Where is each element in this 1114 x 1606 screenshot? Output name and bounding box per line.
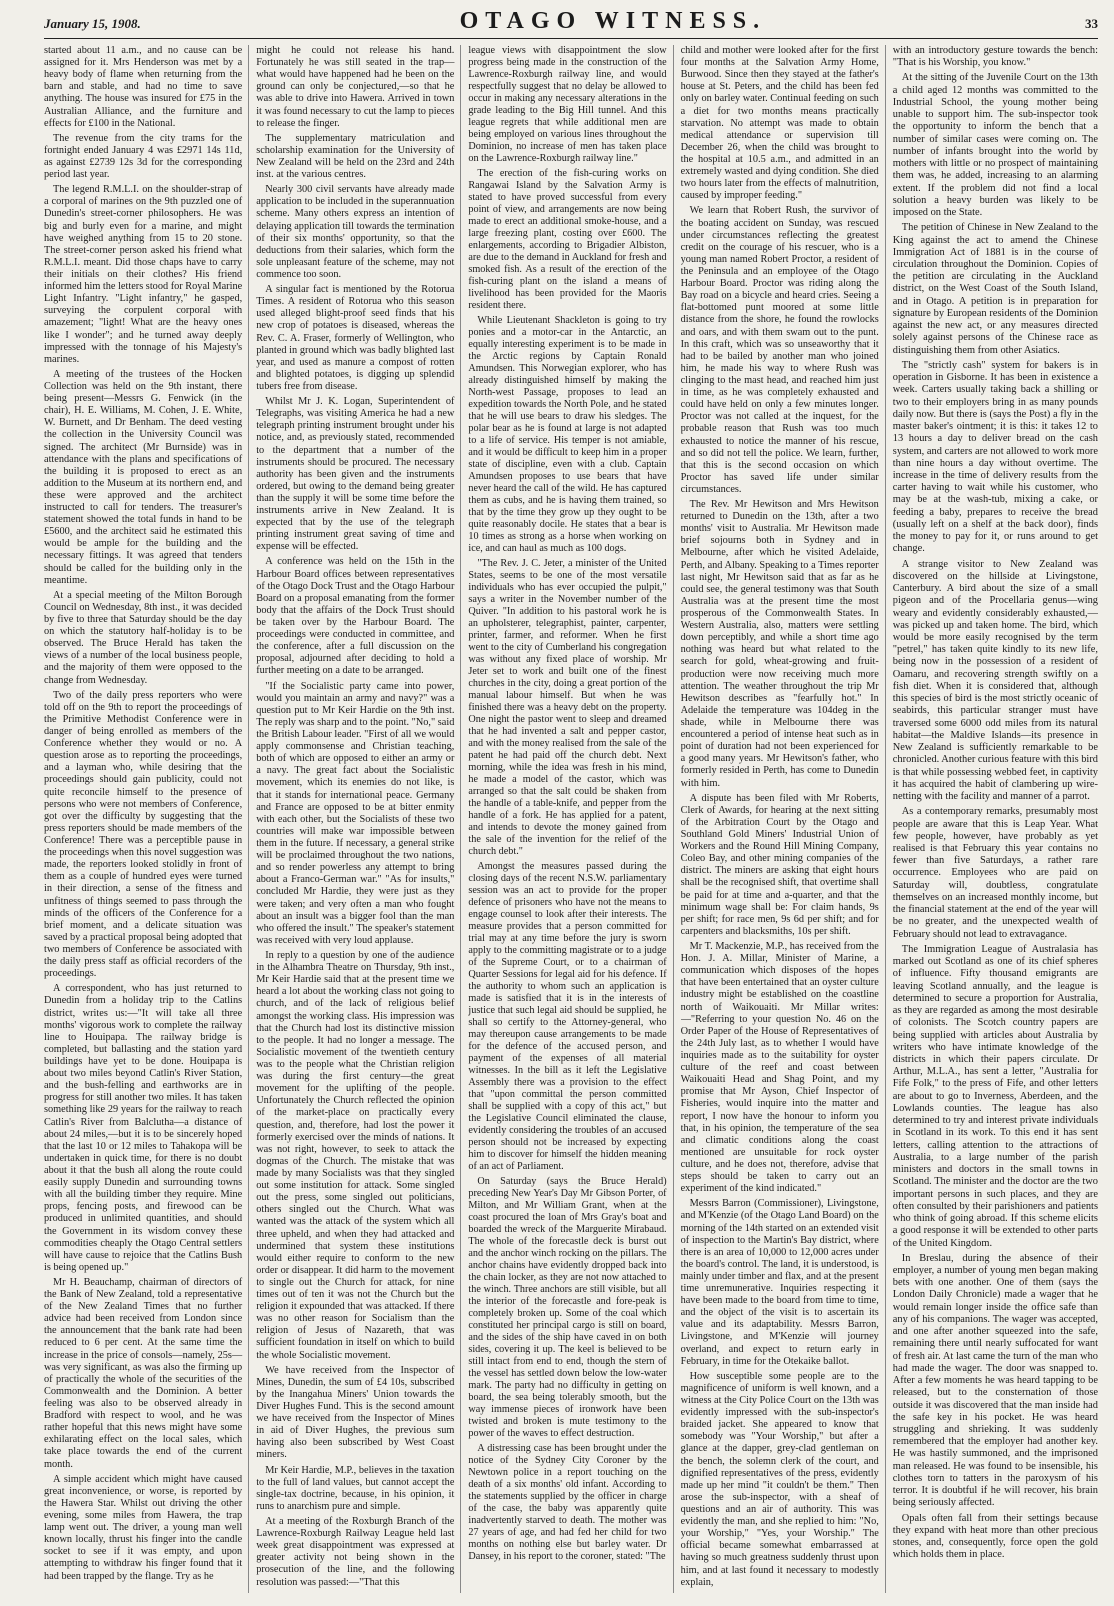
column-4 [681, 45, 886, 1593]
article-paragraph: The Immigration League of Australasia has marked out Scotland as one of its chief spheres of influence. Fifty thousand emigrants are leaving Scotland annually, and the league is determined to secure a proportion for Australia, as they are regarded as among the most desirable of colonists. The Scotch country papers are being supplied with articles about Australia by writers who have intimate knowledge of the districts in which their papers circulate. Dr Arthur, M.L.A., has sent a letter, "Australia for Fife Folk," to the press of Fife, and other letters are about to go to Inverness, Aberdeen, and the Lowlands counties. The league has also determined to try and interest private individuals in Scotland in its work. To this end it has sent letters, calling attention to the attractions of Australia, to a large number of the parish ministers and doctors in the small towns in Scotland. The minister and the doctor are the two important persons in such places, and they are often consulted by their parishioners and patients who think of going abroad. If this scheme elicits a good response it will be extended to other parts of the United Kingdom. [892, 943, 1098, 1249]
article-paragraph: Nearly 300 civil servants have already made application to be included in the superannuation scheme. Many others express an intention of delaying application till towards the termination of their six months' opportunity, so that the deductions from their salaries, which form the sole unpleasant feature of the scheme, may not commence too soon. [256, 184, 455, 280]
article-paragraph: A distressing case has been brought under the notice of the Sydney City Coroner by the Newtown police in a report touching on the death of a six months' old infant. According to the statements supplied by the officer in charge of the case, the baby was apparently quite inadvertently starved to death. The mother was 27 years of age, and had fed her child for two months on nothing else but barley water. Dr Dansey, in his report to the coroner, stated: "The [468, 1443, 667, 1562]
article-paragraph: league views with disappointment the slow progress being made in the construction of the Lawrence-Roxburgh railway line, and would respectfully suggest that no delay be allowed to occur in making any necessary alterations in the grade leading to the Big Hill tunnel. And this league regrets that while additional men are being employed on various lines throughout the Dominion, no increase of men has taken place on the Lawrence-Roxburgh railway line." [468, 45, 667, 164]
article-paragraph: A meeting of the trustees of the Hocken Collection was held on the 9th instant, there being present—Messrs G. Fenwick (in the chair), H. E. Williams, M. Cohen, J. E. White, W. Burnett, and Dr Benham. The deed vesting the collection in the University Council was signed. The architect (Mr Burnside) was in attendance with the plans and specifications of the building it is proposed to erect as an addition to the Museum at its northern end, and these were approved and the architect instructed to call for tenders. The treasurer's statement showed the total funds in hand to be £5600, and the architect said he estimated this would be ample for the building and the necessary fittings. It was agreed that tenders should be called for the building only in the meantime. [44, 368, 243, 586]
article-paragraph: The Rev. Mr Hewitson and Mrs Hewitson returned to Dunedin on the 13th, after a two months' visit to Australia. Mr Hewitson made brief sojourns both in Sydney and in Melbourne, after which he visited Adelaide, Perth, and Albany. Speaking to a Times reporter last night, Mr Hewitson said that as far as he could see, the general testimony was that South Australia was at the present time the most prosperous of the Commonwealth States. In Western Australia, also, matters were settling down perceptibly, and while a short time ago nothing was heard but what related to the search for gold, wheat-growing and fruit-production were now receiving much more attention. The weather throughout the trip Mr Hewitson describes as "fearfully hot." In Adelaide the temperature was 104deg in the shade, while in Melbourne there was encountered a period of intense heat such as in point of duration had not been experienced for a good many years. Mr Hewitson's father, who formerly resided in Perth, has come to Dunedin with him. [680, 499, 879, 789]
column-3 [468, 45, 673, 1593]
article-paragraph: might he could not release his hand. Fortunately he was still seated in the trap—what would have happened had he been on the ground can only be conjectured,—so that he was able to drive into Hawera. Arrived in town it was found necessary to cut the lamp to pieces to release the finger. [256, 45, 455, 129]
article-columns [44, 45, 1098, 1593]
column-2 [256, 45, 461, 1593]
article-paragraph: In reply to a question by one of the audience in the Alhambra Theatre on Thursday, 9th inst., Mr Keir Hardie said that at the present time we heard a lot about the working class not going to church, and of the lack of religious belief amongst the working class. His impression was that the Church had lost its distinctive mission to the people. It had no longer a message. The Socialistic movement of the twentieth century was to the people what the Christian religion was during the first century—the great movement for the uplifting of the people. Unfortunately the Church reflected the opinion of the market-place on practically every question, and, therefore, had lost the power it formerly exercised over the minds of nations. It was not right, however, to seek to attack the dogmas of the Church. The mistake that was made by many Socialists was that they singled out some institution for attack. Some singled out the press, some singled out politicians, others singled out the Church. What was wanted was the attack of the system which all three upheld, and when they had attacked and undermined that system these institutions would either require to conform to the new order or disappear. It did harm to the movement to single out the Church for attack, for nine times out of ten it was not the Church but the religion it expounded that was attacked. If there was no other reason for Socialism than the religion of Jesus of Nazareth, that was sufficient foundation in itself on which to build the whole Socialistic movement. [256, 949, 455, 1361]
article-paragraph: A singular fact is mentioned by the Rotorua Times. A resident of Rotorua who this season used alleged blight-proof seed finds that his new crop of potatoes is diseased, whereas the Rev. C. A. Fraser, formerly of Wellington, who planted in ground which was badly blighted last year, and used as manure a compost of rotten and blighted potatoes, is digging up splendid tubers free from disease. [256, 284, 455, 392]
article-paragraph: "The Rev. J. C. Jeter, a minister of the United States, seems to be one of the most versatile individuals who has ever occupied the pulpit," says a writer in the November number of the Quiver. "In addition to his pastoral work he is an upholsterer, telegraphist, painter, carpenter, printer, farmer, and reformer. When he first went to the city of Cumberland his congregation was without any fixed place of worship. Mr Jeter set to work and built one of the finest churches in the city, doing a great portion of the manual labour himself. But when he was finished there was a heavy debt on the property. One night the pastor went to sleep and dreamed that he had invented a salt and pepper castor, and with the money realised from the sale of the patent he had paid off the church debt. Next morning, while the idea was fresh in his mind, he made a model of the castor, which was arranged so that the salt could be shaken from the handle of a table-knife, and pepper from the handle of a fork. He has applied for a patent, and intends to devote the money gained from the sale of the invention for the relief of the church debt." [468, 558, 667, 857]
article-paragraph: A simple accident which might have caused great inconvenience, or worse, is reported by the Hawera Star. Whilst out driving the other evening, some miles from Hawera, the trap lamp went out. The driver, a young man well known locally, thrust his finger into the candle socket to see if it was empty, and upon attempting to withdraw his finger found that it had been trapped by the flange. Try as he [44, 1473, 243, 1582]
article-paragraph: In Breslau, during the absence of their employer, a number of young men began making bets with one another. One of them (says the London Daily Chronicle) made a wager that he would remain longer inside the office safe than any of his companions. The wager was accepted, and one after another squeezed into the safe, remaining there until nearly suffocated for want of fresh air. At last came the turn of the man who had made the wager. The door was snapped to. After a few moments he was heard tapping to be released, but to the consternation of those outside it was discovered that the man inside had the safe key in his pocket. He was heard struggling and shrieking. It was suddenly remembered that the employer had another key. He was hastily summoned, and the imprisoned man released. He was found to be insensible, his clothes torn to tatters in the paroxysm of his terror. It is doubtful if he will recover, his brain being seriously affected. [892, 1252, 1098, 1509]
column-5 [893, 45, 1098, 1593]
article-paragraph: On Saturday (says the Bruce Herald) preceding New Year's Day Mr Gibson Porter, of Milton, and Mr William Grant, when at the coast procured the loan of Mrs Gray's boat and boarded the wreck of the Marguerite Mirabaud. The whole of the forecastle deck is burst out and the anchor winch rocking on the pillars. The anchor chains have evidently dropped back into the chain locker, as they are not now attached to the winch. Three anchors are still visible, but all the interior of the forecastle and fore-peak is completely broken up. Some of the coal which constituted her principal cargo is still on board, and the sides of the ship have caved in on both sides, covering it up. The keel is believed to be still intact from end to end, though the stern of the vessel has settled down below the low-water mark. The party had no difficulty in getting on board, the sea being tolerably smooth, but the way immense pieces of ironwork have been twisted and broken is mute testimony to the power of the waves to effect destruction. [468, 1176, 667, 1439]
article-paragraph: We have received from the Inspector of Mines, Dunedin, the sum of £4 10s, subscribed by the Inangahua Miners' Union towards the Diver Hughes Fund. This is the second amount we have received from the Inspector of Mines in aid of Diver Hughes, the previous sum having also been subscribed by West Coast miners. [256, 1364, 455, 1461]
article-paragraph: The revenue from the city trams for the fortnight ended January 4 was £2971 14s 11d, as against £2739 12s 3d for the corresponding period last year. [44, 132, 243, 181]
article-paragraph: We learn that Robert Rush, the survivor of the boating accident on Sunday, was rescued under circumstances reflecting the greatest credit on the courage of his rescuer, who is a young man named Robert Proctor, a resident of the Peninsula and an employee of the Otago Harbour Board. Proctor was riding along the Bay road on a bicycle and heard cries. Seeing a flat-bottomed punt moored at some little distance from the shore, he found the rowlocks and oars, and with them swam out to the punt. In this craft, which was so unseaworthy that it had to be bailed by another man who joined him, he made his way to where Rush was clinging to the mast head, and reached him just in time, as he was completely exhausted and could have held on only a few minutes longer. Proctor was not called at the inquest, for the probable reason that Rush was too much exhausted to notice the manner of his rescue, and so did not tell the police. We learn, further, that this is the second occasion on which Proctor has saved life under similar circumstances. [680, 205, 879, 495]
article-paragraph: How susceptible some people are to the magnificence of uniform is well known, and a witness at the City Police Court on the 13th was evidently impressed with the sub-inspector's braided jacket. She appeared to know that somebody was "Your Worship," but after a glance at the dapper, grey-clad gentleman on the bench, the solemn clerk of the court, and dignified representatives of the press, evidently made up her mind "it couldn't be them." Then arose the sub-inspector, with a sheaf of questions and an air of authority. This was evidently the man, and she replied to him: "No, your Worship," "Yes, your Worship." The official became somewhat embarrassed at having so much greatness suddenly thrust upon him, and at last found it necessary to modestly explain, [680, 1370, 879, 1588]
article-paragraph: As a contemporary remarks, presumably most people are aware that this is Leap Year. What few people, however, have probably as yet realised is that February this year contains no fewer than five Saturdays, a rather rare occurrence. Employees who are paid on Saturday will, doubtless, congratulate themselves on an increased monthly income, but the financial statement at the end of the year will be no greater, and the unexpected wealth of February should not lead to extravagance. [892, 806, 1098, 940]
article-paragraph: A strange visitor to New Zealand was discovered on the hillside at Livingstone, Canterbury. A bird about the size of a small pigeon and of the Procellaria genus—wing weary and evidently considerably exhausted,—was picked up and taken home. The bird, which would be more easily recognised by the term "petrel," has taken quite kindly to its new life, being now in the possession of a resident of Oamaru, and recovering strength swiftly on a fish diet. When it is considered that, although this species of bird is the most strictly oceanic of seabirds, this particular stranger must have traversed some 6000 odd miles from its natural habitat—the Maldive Islands—its presence in New Zealand is sufficiently remarkable to be chronicled. Another curious feature with this bird is that while possessing webbed feet, in captivity it has acquired the habit of clambering up wire-netting with the facility and manner of a parrot. [892, 558, 1098, 803]
article-paragraph: A conference was held on the 15th in the Harbour Board offices between representatives of the Otago Dock Trust and the Otago Harbour Board on a proposal emanating from the former body that the affairs of the Dock Trust should be taken over by the Harbour Board. The proceedings were conducted in committee, and the conference, after a full discussion on the proposal, adjourned after deciding to hold a further meeting on a date to be arranged. [256, 556, 455, 677]
article-paragraph: The "strictly cash" system for bakers is in operation in Gisborne. It has been in existence a week. Carters usually taking back a shilling or two to their employers bring in as many pounds daily now. But there is (says the Post) a fly in the master baker's ointment; it is this: it takes 12 to 13 hours a day to deliver bread on the cash system, and carters are not allowed to work more than nine hours a day without overtime. The increase in the time of delivery results from the carter having to wait while his customer, who may be at the wash-tub, mixing a cake, or feeding a baby, prepares to receive the bread (usually left on a shelf at the back door), finds the money to pay for it, or runs around to get change. [892, 359, 1098, 555]
issue-date: January 15, 1908. [44, 16, 141, 31]
newspaper-title: OTAGO WITNESS. [459, 8, 767, 34]
article-paragraph: "If the Socialistic party came into power, would you maintain an army and navy?" was a question put to Mr Keir Hardie on the 9th inst. The reply was sharp and to the point. "No," said the British Labour leader. "First of all we would apply commonsense and Christian teaching, both of which are opposed to either an army or a navy. The great fact about the Socialistic movement, which its enemies do not like, is that it stands for international peace. Germany and France are opposed to be at bitter enmity with each other, but the Socialists of these two countries will make war impossible between them in the future. If necessary, a general strike will be proclaimed throughout the two nations, and so render powerless any attempt to bring about a Franco-German war." "As for insults," concluded Mr Hardie, they were just as they were taken; and very often a man who fought about an insult was a bigger fool than the man who offered the insult." The speaker's statement was received with very loud applause. [256, 680, 455, 946]
article-paragraph: Whilst Mr J. K. Logan, Superintendent of Telegraphs, was visiting America he had a new telegraph printing instrument brought under his notice, and, as previously stated, recommended to the department that a number of the instruments should be procured. The necessary authority has been given and the instruments ordered, but owing to the demand being greater than the supply it will be some time before the instruments arrive in New Zealand. It is expected that by the use of the telegraph printing instrument great saving of time and expense will be effected. [256, 396, 455, 553]
article-paragraph: The erection of the fish-curing works on Rangawai Island by the Salvation Army is stated to have proved successful from every point of view, and arrangements are now being made to erect an additional smoke-house, and a large freezing plant, costing over £600. The enlargements, according to Brigadier Albiston, are due to the demand in Auckland for fresh and smoked fish. As a result of the erection of the fish-curing plant on the island a means of livelihood has been provided for the Maoris resident there. [468, 168, 667, 311]
article-paragraph: Messrs Barron (Commissioner), Livingstone, and M'Kenzie (of the Otago Land Board) on the morning of the 14th started on an extended visit of inspection to the Martin's Bay district, where there is an area of 10,000 to 12,000 acres under the board's control. The land, it is understood, is mainly under timber and flax, and at the present time unremunerative. Inquiries respecting it have been made to the board from time to time, and the object of the visit is to ascertain its value and its adaptability. Messrs Barron, Livingstone, and M'Kenzie will journey overland, and expect to return early in February, in time for the Otekaike ballot. [680, 1198, 879, 1367]
article-paragraph: child and mother were looked after for the first four months at the Salvation Army Home, Burwood. Since then they stayed at the father's house at St. Peters, and the child has been fed only on barley water. Continual feeding on such a diet for two months means practically starvation. No attempt was made to obtain medical attendance or supervision till December 26, when the child was brought to the hospital at 10.5 a.m., and admitted in an extremely wasted and dying condition. She died two hours later from the effects of malnutrition, caused by improper feeding." [680, 45, 879, 202]
column-1 [44, 45, 249, 1593]
article-paragraph: At a special meeting of the Milton Borough Council on Wednesday, 8th inst., it was decided by five to three that Saturday should be the day on which the statutory half-holiday is to be observed. The Bruce Herald has taken the views of a number of the local business people, and the majority of them were opposed to the change from Wednesday. [44, 589, 243, 686]
article-paragraph: with an introductory gesture towards the bench: "That is his Worship, you know." [892, 45, 1098, 69]
article-paragraph: The legend R.M.L.I. on the shoulder-strap of a corporal of marines on the 9th puzzled one of Dunedin's street-corner philosophers. He was big and burly even for a marine, and might have weighed anything from 15 to 20 stone. The street-corner person asked his friend what R.M.L.I. meant. Did those chaps have to carry their initials on their clothes? His friend informed him the letters stood for Royal Marine Light Infantry. "Light infantry," he gasped, surveying the corpulent corporal with amazement; "light! What are the heavy ones like I wonder"; and he turned away deeply impressed with the tonnage of his Majesty's marines. [44, 184, 243, 365]
article-paragraph: A dispute has been filed with Mr Roberts, Clerk of Awards, for hearing at the next sitting of the Arbitration Court by the Otago and Southland Gold Miners' Industrial Union of Workers and the Round Hill Mining Company, Coleo Bay, and other mining companies of the district. The miners are asking that eight hours shall be the recognised shift, that overtime shall be paid for at time and a-quarter, and that the minimum wage shall be: For claim hands, 9s per shift; for race men, 9s 6d per shift; and for carpenters and blacksmiths, 10s per shift. [680, 792, 879, 937]
article-paragraph: The petition of Chinese in New Zealand to the King against the act to amend the Chinese Immigration Act of 1881 is in the course of circulation throughout the Dominion. Copies of the petition are circulating in the Auckland district, on the West Coast of the South Island, and in Otago. A petition is in preparation for signature by European residents of the Dominion against the new act, or any measures directed solely against persons of the Chinese race as distinguishing them from other Asiatics. [892, 222, 1098, 356]
article-paragraph: Mr T. Mackenzie, M.P., has received from the Hon. J. A. Millar, Minister of Marine, a communication which disposes of the hopes that have been entertained that an oyster culture industry might be established on the coastline north of Waikouaiti. Mr Millar writes:—"Referring to your question No. 46 on the Order Paper of the House of Representatives of the 24th July last, as to whether I would have inquiries made as to the suitability for oyster culture of the reef and coast between Waikouaiti Head and Shag Point, and my promise that Mr Ayson, Chief Inspector of Fisheries, would inquire into the matter and report, I now have the honour to inform you that, in his opinion, the temperature of the sea and climatic conditions along the coast mentioned are unsuitable for rock oyster culture, and he does not, therefore, advise that steps should be taken to carry out an experiment of the kind indicated." [680, 940, 879, 1195]
article-paragraph: While Lieutenant Shackleton is going to try ponies and a motor-car in the Antarctic, an equally interesting experiment is to be made in the Arctic regions by Captain Ronald Amundsen. This Norwegian explorer, who has already distinguished himself by making the North-west Passage, proposes to lead an expedition towards the North Pole, and he stated that he will use bears to draw his sledges. The polar bear as he is found at large is not adapted to a life of service. His temper is not amiable, and it would be difficult to keep him in a proper state of discipline, even with a club. Captain Amundsen proposes to use bears that have never heard the call of the wild. He has captured them as cubs, and he is having them trained, so that by the time they grow up they ought to be quite reasonably docile. He states that a bear is 10 times as strong as a horse when working on ice, and can haul as much as 100 dogs. [468, 315, 667, 554]
article-paragraph: Amongst the measures passed during the closing days of the recent N.S.W. parliamentary session was an act to provide for the proper defence of prisoners who have not the means to engage counsel to look after their interests. The measure provides that a person committed for trial may at any time before the jury is sworn apply to the committing magistrate or to a judge of the Supreme Court, or to a chairman of Quarter Sessions for legal aid for his defence. If the authority to whom such an application is made is satisfied that it is in the interests of justice that such legal aid should be supplied, he shall so certify to the Attorney-general, who may thereupon cause arrangements to be made for the defence of the accused person, and payment of the expenses of all material witnesses. In the bill as it left the Legislative Assembly there was a provision to the effect that "upon committal the person committed shall be supplied with a copy of this act," but the Legislative Council eliminated the clause, evidently considering the troubles of an accused person should not be increased by expecting him to discover for himself the hidden meaning of an act of Parliament. [468, 861, 667, 1172]
article-paragraph: Mr H. Beauchamp, chairman of directors of the Bank of New Zealand, told a representative of the New Zealand Times that no further advice had been received from London since the announcement that the bank rate had been reduced to 6 per cent. At the same time the increase in the price of consols—namely, 25s—was very significant, as was also the firming up of practically the whole of the securities of the Commonwealth and the Dominion. A better feeling was also to be observed already in Bradford with respect to wool, and he was rather hopeful that this news might have some exhilarating effect on the local sales, which take place towards the end of the current month. [44, 1276, 243, 1470]
article-paragraph: Two of the daily press reporters who were told off on the 9th to report the proceedings of the Primitive Methodist Conference were in danger of being enrolled as members of the Conference whether they would or no. A question arose as to reporting the proceedings, and a layman who, while desiring that the proceedings should gain publicity, could not quite reconcile himself to the presence of persons who were not members of Conference, got over the difficulty by suggesting that the press reporters should be made members of the Conference! There was a perceptible pause in the proceedings when this novel suggestion was made, the reporters looked stolidly in front of them as a couple of hundred eyes were turned in their direction, a sense of the fitness and unfitness of things seemed to pass through the minds of the officers of the Conference for a brief moment, and a delicate situation was saved by a practical proposal being adopted that two members of Conference be associated with the daily press staff as official recorders of the proceedings. [44, 689, 243, 980]
page-number: 33 [1085, 16, 1098, 31]
article-paragraph: started about 11 a.m., and no cause can be assigned for it. Mrs Henderson was met by a heavy body of flame when returning from the barn and stable, and had no time to save anything. The house was insured for £75 in the Australian Alliance, and the furniture and effects for £100 in the National. [44, 45, 243, 129]
masthead [44, 8, 1098, 39]
article-paragraph: At the sitting of the Juvenile Court on the 13th a child aged 12 months was committed to the Industrial School, the young mother being unable to support him. The sub-inspector took the opportunity to inform the bench that a number of similar cases were coming on. The number of infants brought into the world by mothers with little or no prospect of maintaining them was, he added, increasing to an alarming extent. If the problem did not find a local solution a heavy burden was likely to be imposed on the State. [892, 72, 1098, 219]
article-paragraph: The supplementary matriculation and scholarship examination for the University of New Zealand will be held on the 23rd and 24th inst. at the various centres. [256, 132, 455, 181]
article-paragraph: Opals often fall from their settings because they expand with heat more than other precious stones, and, consequently, force open the gold which holds them in place. [892, 1512, 1098, 1561]
article-paragraph: Mr Keir Hardie, M.P., believes in the taxation to the full of land values, but cannot accept the single-tax doctrine, because, in his opinion, it runs to anarchism pure and simple. [256, 1464, 455, 1512]
article-paragraph: At a meeting of the Roxburgh Branch of the Lawrence-Roxburgh Railway League held last week great disappointment was expressed at greater activity not being shown in the prosecution of the line, and the following resolution was passed:—"That this [256, 1516, 455, 1588]
article-paragraph: A correspondent, who has just returned to Dunedin from a holiday trip to the Catlins district, writes us:—"It will take all three months' vigorous work to complete the railway line to Houipapa. The railway bridge is completed, but ballasting and the station yard buildings have yet to be done. Houipapa is about two miles beyond Catlin's River Station, and the bush-felling and earthworks are in progress for still another two miles. It has taken something like 29 years for the railway to reach Catlin's River from Balclutha—a distance of about 24 miles,—but it is to be sincerely hoped that the last 10 or 12 miles to Tahakopa will be undertaken in quick time, for there is no doubt about it that the bush all along the route could easily supply Dunedin and surrounding towns with all the building timber they require. Mine props, fencing posts, and firewood can be produced in unlimited quantities, and should the Government in its wisdom convey these commodities cheaply the Otago Central settlers will have cause to rejoice that the Catlins Bush is being opened up." [44, 983, 243, 1273]
